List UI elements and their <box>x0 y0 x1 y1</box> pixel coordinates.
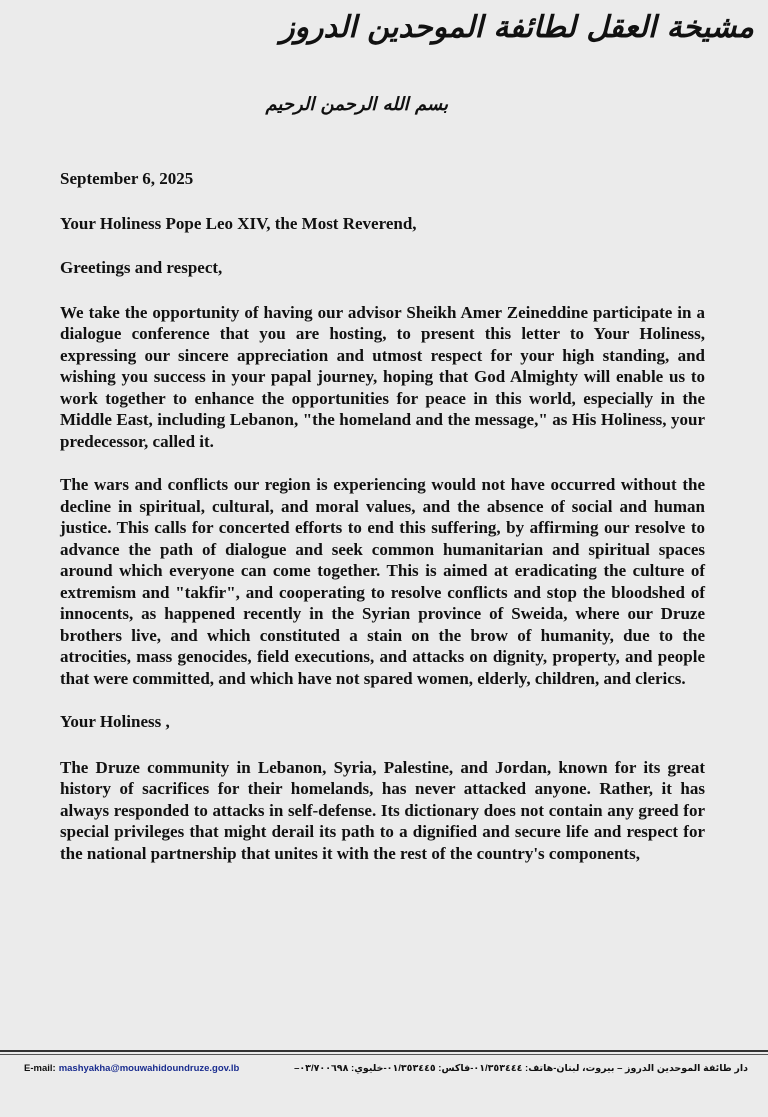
paragraph-2: The wars and conflicts our region is experiencing would not have occurred without the decline in spiritual, cultural, and moral values, and the absence of social and human justice. This calls for concerted efforts to end this suffering, by affirming our resolve to advance the path of dialogue and seek common humanitarian and spiritual spaces around which everyone can come together. This is aimed at eradicating the culture of extremism and "takfir", and cooperating to resolve conflicts and stop the bloodshed of innocents, as happened recently in the Syrian province of Sweida, where our Druze brothers live, and which constituted a stain on the brow of humanity, due to the atrocities, mass genocides, field executions, and attacks on dignity, property, and people that were committed, and which have not spared women, elderly, children, and clerics. <box>60 475 705 688</box>
email-link[interactable]: mashyakha@mouwahidoundruze.gov.lb <box>58 1062 240 1074</box>
footer-contact <box>24 1060 748 1076</box>
paragraph-1: We take the opportunity of having our advisor Sheikh Amer Zeineddine participate in a dialogue conference that you are hosting, to present this letter to Your Holiness, expressing our sincere appreciation and utmost respect for your high standing, and wishing you success in your papal journey, hoping that God Almighty will enable us to work together to enhance the opportunities for peace in this world, especially in the Middle East, including Lebanon, "the homeland and the message," as His Holiness, your predecessor, called it. <box>60 302 705 451</box>
footer-divider <box>0 1050 768 1052</box>
paragraph-3: The Druze community in Lebanon, Syria, Palestine, and Jordan, known for its great history of sacrifices for their homelands, has never attacked anyone. Rather, it has always responded to attacks in self-defense. Its dictionary does not contain any greed for special privileges that might derail its path to a dignified and secure life and respect for the national partnership that unites it with the rest of the country's components, <box>60 757 705 863</box>
letter-date: September 6, 2025 <box>60 169 194 188</box>
salutation-your-holiness: Your Holiness , <box>60 712 170 731</box>
letter-greeting: Greetings and respect, <box>60 258 223 277</box>
email-label: E-mail: <box>24 1062 56 1074</box>
footer-address: دار طائفة الموحدين الدروز – بيروت، لبنان-هاتف: ٠١/٣٥٣٤٤٤-فاكس: ٠١/٣٥٣٤٤٥-خليوي: ٠٣/٧٠٠٦٩٨– <box>294 1062 748 1074</box>
letter-addressee: Your Holiness Pope Leo XIV, the Most Reverend, <box>60 213 417 233</box>
organization-logo: مشيخة العقل لطائفة الموحدين الدروز <box>280 10 754 45</box>
letter-body <box>60 168 705 864</box>
basmala-calligraphy: بسم الله الرحمن الرحيم <box>265 94 448 115</box>
footer-divider-thin <box>0 1054 768 1055</box>
